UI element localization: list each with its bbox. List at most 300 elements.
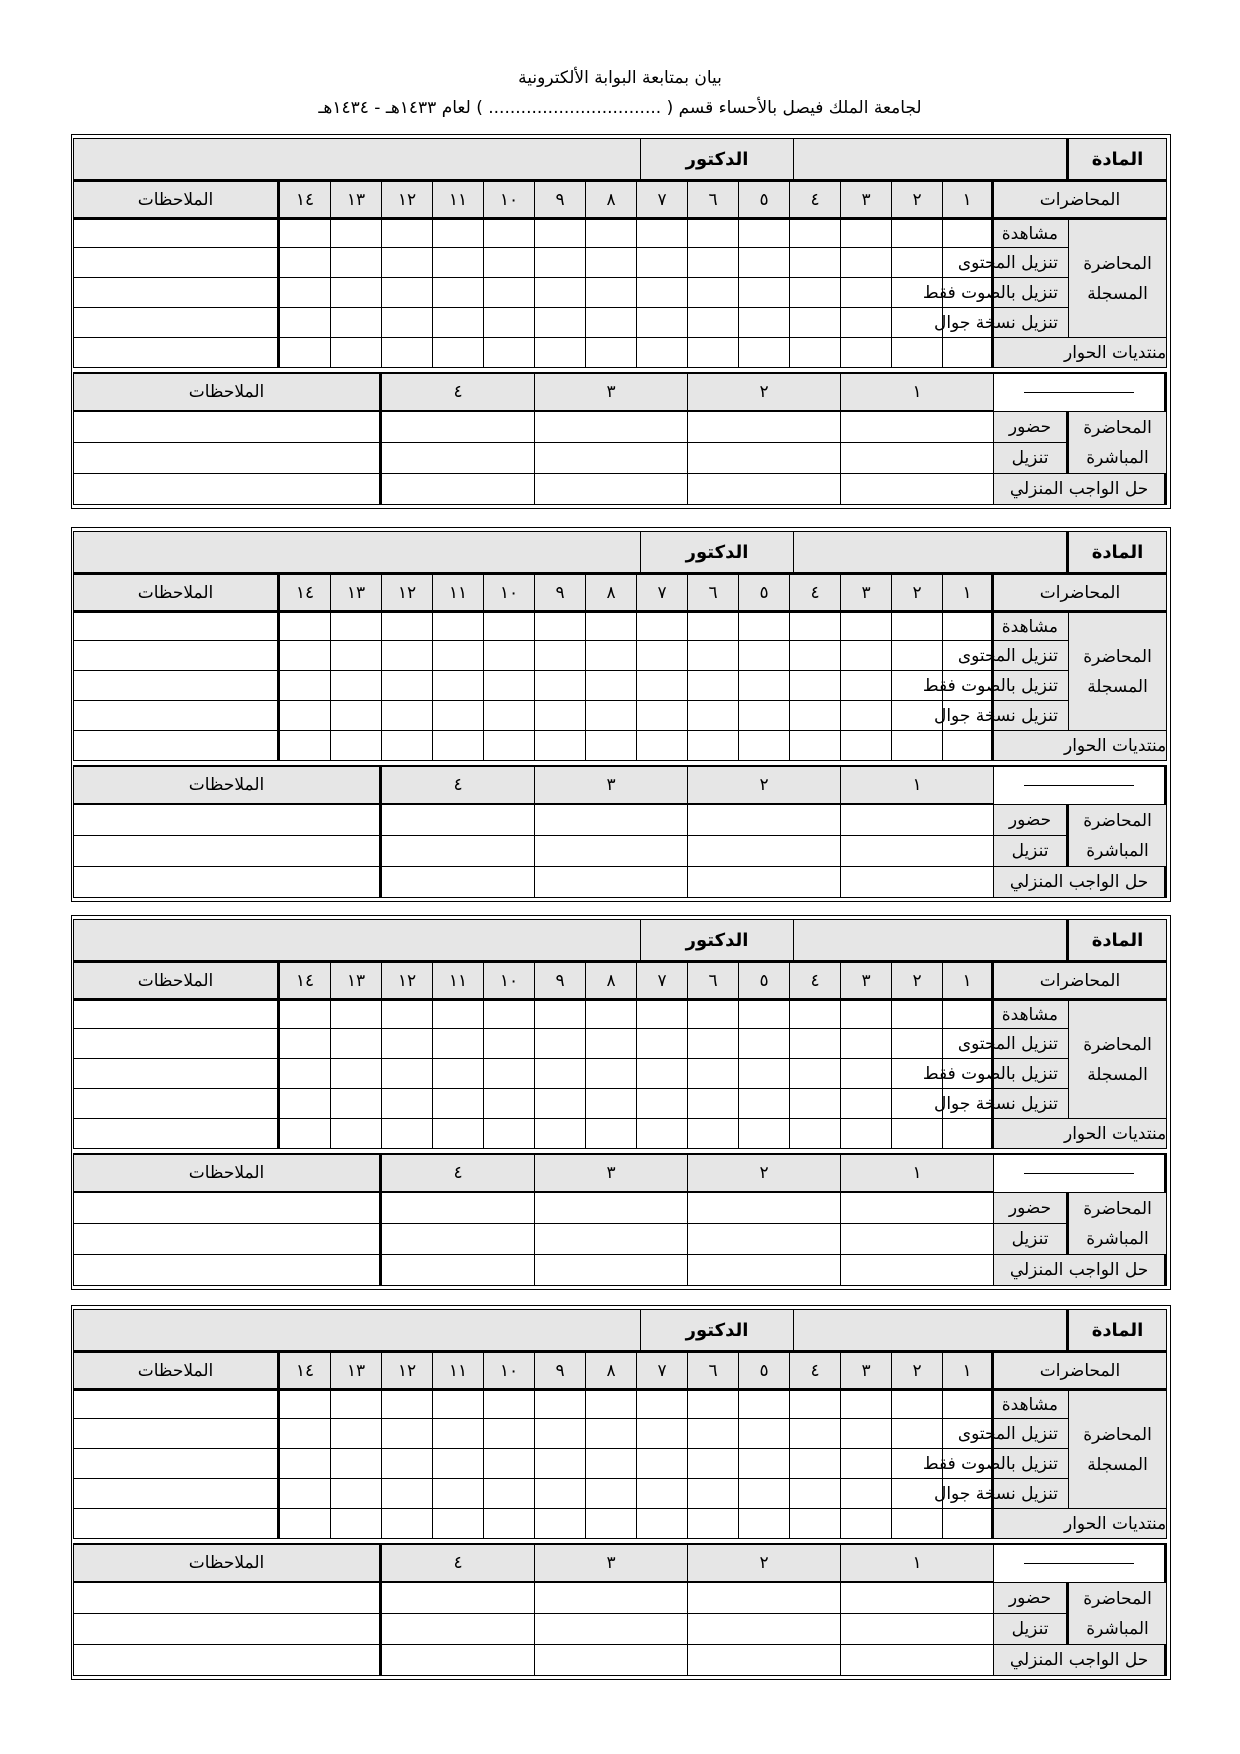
tracking-cell[interactable] [433,1449,484,1479]
tracking-cell[interactable] [433,1419,484,1449]
tracking-cell[interactable] [586,1029,637,1059]
tracking-cell[interactable] [637,1509,688,1539]
tracking-cell[interactable] [841,308,892,338]
tracking-cell[interactable] [433,1389,484,1419]
tracking-cell[interactable] [484,278,535,308]
tracking-cell[interactable] [433,1059,484,1089]
tracking-cell[interactable] [535,338,586,368]
notes-cell[interactable] [73,1119,280,1149]
live-cell[interactable] [535,867,688,898]
live-cell[interactable] [688,1645,841,1676]
tracking-cell[interactable] [943,218,994,248]
tracking-cell[interactable] [637,611,688,641]
live-cell[interactable] [535,1255,688,1286]
tracking-cell[interactable] [841,731,892,761]
tracking-cell[interactable] [892,641,943,671]
tracking-cell[interactable] [331,278,382,308]
tracking-cell[interactable] [841,1029,892,1059]
tracking-cell[interactable] [484,671,535,701]
notes-cell[interactable] [73,1479,280,1509]
tracking-cell[interactable] [484,611,535,641]
tracking-cell[interactable] [790,671,841,701]
tracking-cell[interactable] [943,999,994,1029]
tracking-cell[interactable] [790,1449,841,1479]
tracking-cell[interactable] [637,218,688,248]
tracking-cell[interactable] [688,308,739,338]
tracking-cell[interactable] [484,1449,535,1479]
tracking-cell[interactable] [841,641,892,671]
tracking-cell[interactable] [892,1389,943,1419]
tracking-cell[interactable] [637,701,688,731]
tracking-cell[interactable] [790,641,841,671]
tracking-cell[interactable] [790,218,841,248]
tracking-cell[interactable] [280,1059,331,1089]
tracking-cell[interactable] [535,1029,586,1059]
tracking-cell[interactable] [841,1119,892,1149]
tracking-cell[interactable] [382,1389,433,1419]
tracking-cell[interactable] [331,338,382,368]
notes-cell[interactable] [73,1419,280,1449]
live-notes-cell[interactable] [73,867,382,898]
tracking-cell[interactable] [484,731,535,761]
tracking-cell[interactable] [637,338,688,368]
tracking-cell[interactable] [790,308,841,338]
tracking-cell[interactable] [280,641,331,671]
subject-field[interactable] [794,919,1069,961]
tracking-cell[interactable] [280,999,331,1029]
tracking-cell[interactable] [382,248,433,278]
tracking-cell[interactable] [331,1119,382,1149]
tracking-cell[interactable] [382,218,433,248]
tracking-cell[interactable] [586,611,637,641]
tracking-cell[interactable] [586,1119,637,1149]
tracking-cell[interactable] [943,1029,994,1059]
tracking-cell[interactable] [586,278,637,308]
live-cell[interactable] [382,443,535,474]
live-cell[interactable] [688,1614,841,1645]
tracking-cell[interactable] [790,1479,841,1509]
tracking-cell[interactable] [382,731,433,761]
notes-cell[interactable] [73,338,280,368]
tracking-cell[interactable] [484,248,535,278]
live-notes-cell[interactable] [73,805,382,836]
subject-field[interactable] [794,138,1069,180]
tracking-cell[interactable] [280,1479,331,1509]
tracking-cell[interactable] [943,1059,994,1089]
tracking-cell[interactable] [382,1419,433,1449]
tracking-cell[interactable] [688,338,739,368]
tracking-cell[interactable] [943,701,994,731]
tracking-cell[interactable] [943,308,994,338]
tracking-cell[interactable] [331,218,382,248]
tracking-cell[interactable] [433,248,484,278]
tracking-cell[interactable] [280,731,331,761]
tracking-cell[interactable] [892,248,943,278]
tracking-cell[interactable] [688,1479,739,1509]
tracking-cell[interactable] [790,248,841,278]
tracking-cell[interactable] [943,248,994,278]
live-cell[interactable] [841,1645,994,1676]
tracking-cell[interactable] [943,1389,994,1419]
doctor-field[interactable] [73,919,641,961]
tracking-cell[interactable] [586,1059,637,1089]
live-cell[interactable] [841,805,994,836]
tracking-cell[interactable] [433,1119,484,1149]
tracking-cell[interactable] [535,641,586,671]
tracking-cell[interactable] [790,611,841,641]
notes-cell[interactable] [73,731,280,761]
live-cell[interactable] [535,805,688,836]
live-cell[interactable] [688,1224,841,1255]
live-notes-cell[interactable] [73,443,382,474]
tracking-cell[interactable] [280,338,331,368]
live-notes-cell[interactable] [73,1224,382,1255]
tracking-cell[interactable] [841,1059,892,1089]
live-cell[interactable] [382,805,535,836]
notes-cell[interactable] [73,671,280,701]
tracking-cell[interactable] [688,1449,739,1479]
live-notes-cell[interactable] [73,412,382,443]
tracking-cell[interactable] [280,1119,331,1149]
tracking-cell[interactable] [535,1119,586,1149]
notes-cell[interactable] [73,218,280,248]
tracking-cell[interactable] [433,1479,484,1509]
tracking-cell[interactable] [841,1419,892,1449]
tracking-cell[interactable] [586,671,637,701]
tracking-cell[interactable] [892,611,943,641]
tracking-cell[interactable] [841,1479,892,1509]
notes-cell[interactable] [73,611,280,641]
tracking-cell[interactable] [331,671,382,701]
tracking-cell[interactable] [790,1419,841,1449]
tracking-cell[interactable] [433,308,484,338]
tracking-cell[interactable] [688,1389,739,1419]
tracking-cell[interactable] [943,1119,994,1149]
tracking-cell[interactable] [433,999,484,1029]
tracking-cell[interactable] [484,1389,535,1419]
live-cell[interactable] [841,1224,994,1255]
live-cell[interactable] [688,1193,841,1224]
tracking-cell[interactable] [280,278,331,308]
tracking-cell[interactable] [637,731,688,761]
tracking-cell[interactable] [484,701,535,731]
tracking-cell[interactable] [280,1389,331,1419]
tracking-cell[interactable] [739,278,790,308]
live-cell[interactable] [841,1614,994,1645]
tracking-cell[interactable] [637,1449,688,1479]
live-cell[interactable] [382,1645,535,1676]
tracking-cell[interactable] [790,701,841,731]
tracking-cell[interactable] [433,611,484,641]
tracking-cell[interactable] [382,671,433,701]
tracking-cell[interactable] [892,701,943,731]
tracking-cell[interactable] [280,1419,331,1449]
tracking-cell[interactable] [433,338,484,368]
tracking-cell[interactable] [790,1059,841,1089]
tracking-cell[interactable] [739,1389,790,1419]
tracking-cell[interactable] [637,1029,688,1059]
tracking-cell[interactable] [484,1509,535,1539]
tracking-cell[interactable] [892,338,943,368]
tracking-cell[interactable] [586,338,637,368]
tracking-cell[interactable] [943,1509,994,1539]
tracking-cell[interactable] [586,1389,637,1419]
tracking-cell[interactable] [382,1029,433,1059]
tracking-cell[interactable] [433,1029,484,1059]
tracking-cell[interactable] [535,1479,586,1509]
tracking-cell[interactable] [739,1419,790,1449]
tracking-cell[interactable] [943,338,994,368]
live-notes-cell[interactable] [73,1614,382,1645]
tracking-cell[interactable] [892,1479,943,1509]
tracking-cell[interactable] [790,338,841,368]
live-cell[interactable] [688,1583,841,1614]
notes-cell[interactable] [73,1509,280,1539]
tracking-cell[interactable] [280,248,331,278]
tracking-cell[interactable] [739,731,790,761]
tracking-cell[interactable] [892,1029,943,1059]
tracking-cell[interactable] [382,1089,433,1119]
tracking-cell[interactable] [433,701,484,731]
live-cell[interactable] [382,1224,535,1255]
tracking-cell[interactable] [688,1089,739,1119]
tracking-cell[interactable] [331,1419,382,1449]
tracking-cell[interactable] [892,671,943,701]
live-cell[interactable] [382,412,535,443]
tracking-cell[interactable] [280,308,331,338]
live-cell[interactable] [535,474,688,505]
tracking-cell[interactable] [790,1509,841,1539]
live-notes-cell[interactable] [73,1193,382,1224]
tracking-cell[interactable] [484,1119,535,1149]
tracking-cell[interactable] [331,611,382,641]
tracking-cell[interactable] [535,671,586,701]
tracking-cell[interactable] [484,999,535,1029]
live-cell[interactable] [382,867,535,898]
tracking-cell[interactable] [739,1119,790,1149]
tracking-cell[interactable] [637,999,688,1029]
live-cell[interactable] [535,1645,688,1676]
tracking-cell[interactable] [688,1119,739,1149]
live-cell[interactable] [535,1614,688,1645]
tracking-cell[interactable] [331,701,382,731]
notes-cell[interactable] [73,1089,280,1119]
live-cell[interactable] [841,412,994,443]
tracking-cell[interactable] [841,248,892,278]
tracking-cell[interactable] [331,1479,382,1509]
tracking-cell[interactable] [433,218,484,248]
tracking-cell[interactable] [688,1029,739,1059]
tracking-cell[interactable] [382,611,433,641]
tracking-cell[interactable] [535,701,586,731]
tracking-cell[interactable] [637,641,688,671]
notes-cell[interactable] [73,1059,280,1089]
tracking-cell[interactable] [535,218,586,248]
tracking-cell[interactable] [586,1449,637,1479]
tracking-cell[interactable] [688,278,739,308]
tracking-cell[interactable] [382,338,433,368]
notes-cell[interactable] [73,1389,280,1419]
tracking-cell[interactable] [841,278,892,308]
subject-field[interactable] [794,1309,1069,1351]
tracking-cell[interactable] [484,218,535,248]
tracking-cell[interactable] [739,701,790,731]
tracking-cell[interactable] [688,1419,739,1449]
tracking-cell[interactable] [382,1119,433,1149]
tracking-cell[interactable] [688,1509,739,1539]
tracking-cell[interactable] [841,1449,892,1479]
notes-cell[interactable] [73,1029,280,1059]
tracking-cell[interactable] [688,999,739,1029]
tracking-cell[interactable] [739,1029,790,1059]
tracking-cell[interactable] [637,248,688,278]
live-cell[interactable] [535,1224,688,1255]
tracking-cell[interactable] [535,308,586,338]
tracking-cell[interactable] [790,731,841,761]
tracking-cell[interactable] [739,218,790,248]
tracking-cell[interactable] [484,338,535,368]
tracking-cell[interactable] [943,611,994,641]
notes-cell[interactable] [73,701,280,731]
tracking-cell[interactable] [535,1089,586,1119]
tracking-cell[interactable] [433,641,484,671]
tracking-cell[interactable] [433,671,484,701]
tracking-cell[interactable] [892,308,943,338]
doctor-field[interactable] [73,138,641,180]
tracking-cell[interactable] [892,1449,943,1479]
notes-cell[interactable] [73,1449,280,1479]
live-cell[interactable] [688,805,841,836]
tracking-cell[interactable] [586,731,637,761]
live-cell[interactable] [688,412,841,443]
tracking-cell[interactable] [688,611,739,641]
tracking-cell[interactable] [382,701,433,731]
tracking-cell[interactable] [943,731,994,761]
tracking-cell[interactable] [331,641,382,671]
live-cell[interactable] [841,443,994,474]
tracking-cell[interactable] [688,731,739,761]
tracking-cell[interactable] [637,1419,688,1449]
tracking-cell[interactable] [892,999,943,1029]
live-cell[interactable] [841,1255,994,1286]
notes-cell[interactable] [73,278,280,308]
tracking-cell[interactable] [739,641,790,671]
tracking-cell[interactable] [331,308,382,338]
tracking-cell[interactable] [841,338,892,368]
tracking-cell[interactable] [841,1089,892,1119]
notes-cell[interactable] [73,308,280,338]
tracking-cell[interactable] [586,248,637,278]
live-cell[interactable] [841,836,994,867]
tracking-cell[interactable] [739,248,790,278]
tracking-cell[interactable] [943,1419,994,1449]
tracking-cell[interactable] [943,1449,994,1479]
doctor-field[interactable] [73,531,641,573]
tracking-cell[interactable] [484,1479,535,1509]
tracking-cell[interactable] [382,999,433,1029]
tracking-cell[interactable] [841,1389,892,1419]
tracking-cell[interactable] [892,1059,943,1089]
tracking-cell[interactable] [484,1419,535,1449]
tracking-cell[interactable] [637,671,688,701]
live-cell[interactable] [382,836,535,867]
tracking-cell[interactable] [739,308,790,338]
tracking-cell[interactable] [331,1509,382,1539]
live-cell[interactable] [535,1583,688,1614]
tracking-cell[interactable] [280,671,331,701]
live-cell[interactable] [841,1193,994,1224]
tracking-cell[interactable] [688,701,739,731]
tracking-cell[interactable] [841,999,892,1029]
live-cell[interactable] [382,1193,535,1224]
tracking-cell[interactable] [280,218,331,248]
doctor-field[interactable] [73,1309,641,1351]
tracking-cell[interactable] [688,1059,739,1089]
tracking-cell[interactable] [586,641,637,671]
tracking-cell[interactable] [739,1509,790,1539]
tracking-cell[interactable] [331,1059,382,1089]
tracking-cell[interactable] [433,731,484,761]
tracking-cell[interactable] [382,1509,433,1539]
tracking-cell[interactable] [637,1389,688,1419]
tracking-cell[interactable] [586,218,637,248]
tracking-cell[interactable] [331,1029,382,1059]
tracking-cell[interactable] [586,308,637,338]
live-cell[interactable] [382,1583,535,1614]
tracking-cell[interactable] [535,999,586,1029]
tracking-cell[interactable] [739,611,790,641]
tracking-cell[interactable] [535,1449,586,1479]
tracking-cell[interactable] [331,1389,382,1419]
live-notes-cell[interactable] [73,836,382,867]
tracking-cell[interactable] [943,278,994,308]
tracking-cell[interactable] [637,308,688,338]
tracking-cell[interactable] [637,1479,688,1509]
tracking-cell[interactable] [586,701,637,731]
tracking-cell[interactable] [739,1059,790,1089]
tracking-cell[interactable] [943,1089,994,1119]
live-cell[interactable] [688,1255,841,1286]
live-cell[interactable] [535,836,688,867]
tracking-cell[interactable] [382,1479,433,1509]
tracking-cell[interactable] [790,999,841,1029]
tracking-cell[interactable] [280,1089,331,1119]
tracking-cell[interactable] [331,999,382,1029]
tracking-cell[interactable] [841,611,892,641]
tracking-cell[interactable] [331,1089,382,1119]
tracking-cell[interactable] [637,278,688,308]
tracking-cell[interactable] [382,1449,433,1479]
tracking-cell[interactable] [739,1449,790,1479]
tracking-cell[interactable] [943,671,994,701]
tracking-cell[interactable] [637,1089,688,1119]
tracking-cell[interactable] [433,1089,484,1119]
live-cell[interactable] [841,867,994,898]
tracking-cell[interactable] [790,1089,841,1119]
tracking-cell[interactable] [739,1089,790,1119]
live-notes-cell[interactable] [73,1583,382,1614]
tracking-cell[interactable] [433,278,484,308]
tracking-cell[interactable] [790,1389,841,1419]
live-cell[interactable] [535,412,688,443]
tracking-cell[interactable] [841,671,892,701]
tracking-cell[interactable] [535,1059,586,1089]
live-notes-cell[interactable] [73,1645,382,1676]
tracking-cell[interactable] [484,1059,535,1089]
tracking-cell[interactable] [688,218,739,248]
tracking-cell[interactable] [790,1029,841,1059]
notes-cell[interactable] [73,248,280,278]
